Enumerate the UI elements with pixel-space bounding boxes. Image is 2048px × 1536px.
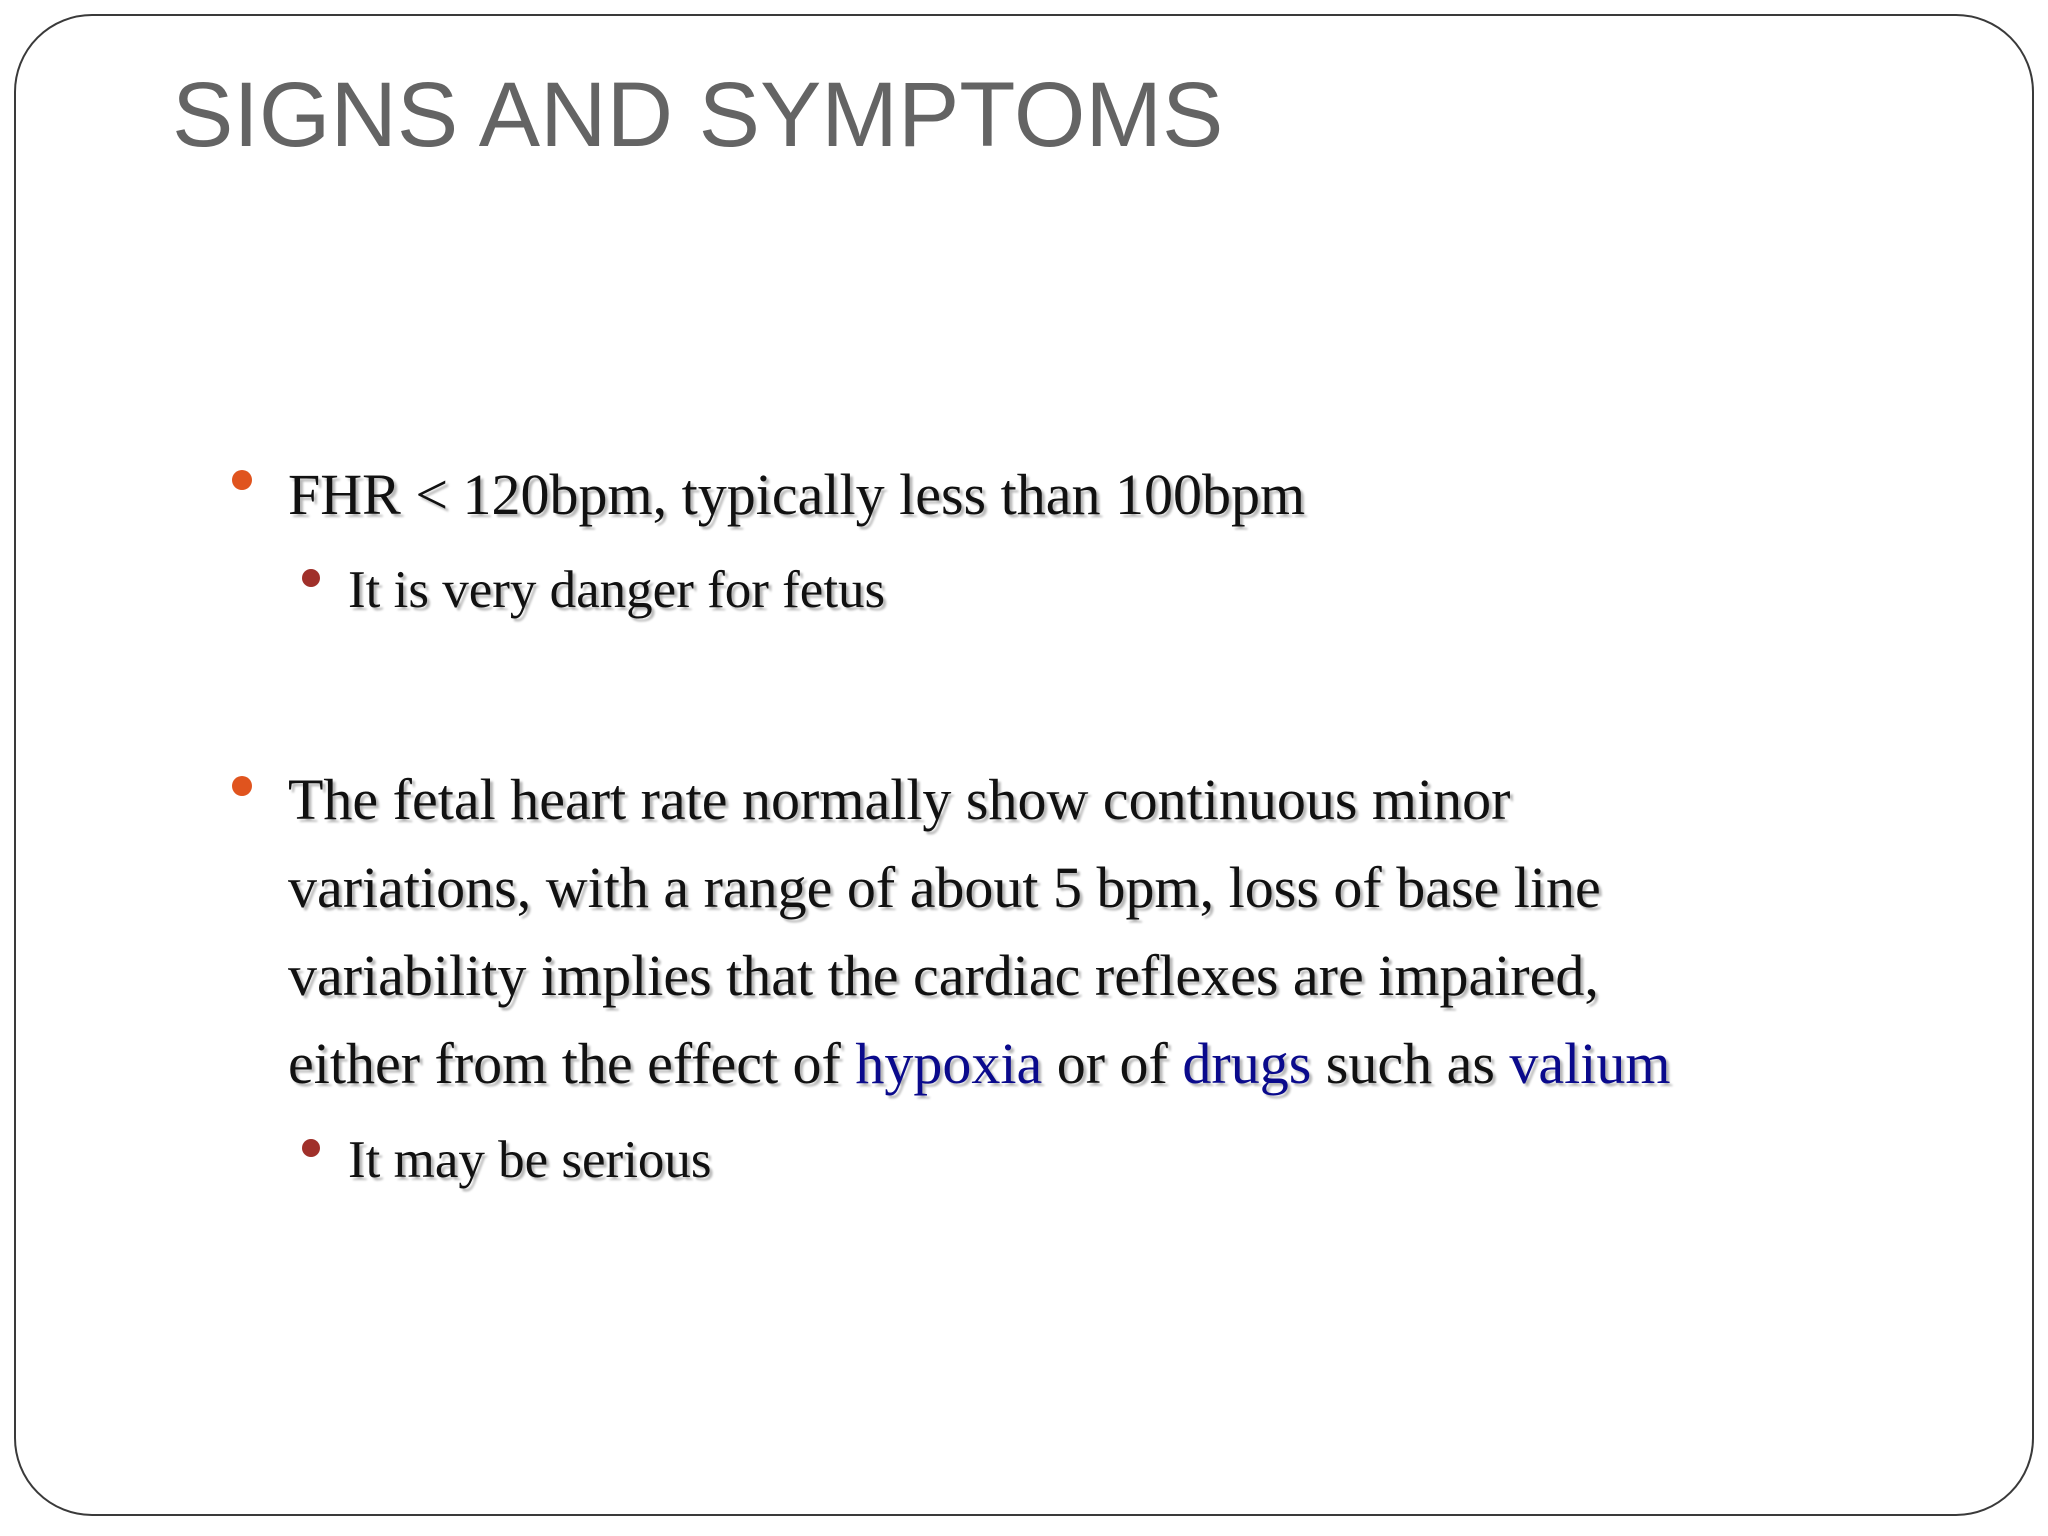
sub-bullet-marker [302,1139,320,1157]
text-segment: or of [1042,1031,1183,1096]
sub-bullet-marker [302,569,320,587]
text-segment: such as [1311,1031,1510,1096]
bullet-marker [232,470,252,490]
slide-title: SIGNS AND SYMPTOMS [172,64,1224,166]
highlight-valium: valium [1509,1031,1671,1096]
paragraph-line-last [288,1020,1671,1108]
highlight-drugs: drugs [1182,1031,1312,1096]
paragraph-line: variability implies that the cardiac reflexes are impaired, [288,943,1599,1008]
text-segment: either from the effect of [288,1031,856,1096]
highlight-hypoxia: hypoxia [855,1031,1043,1096]
bullet-variability [288,756,1671,1108]
paragraph-line: variations, with a range of about 5 bpm, loss of base line [288,855,1601,920]
paragraph-line: The fetal heart rate normally show continuous minor [288,767,1511,832]
bullet-fhr: FHR < 120bpm, typically less than 100bpm [288,462,1306,527]
sub-bullet-danger: It is very danger for fetus [348,561,886,619]
bullet-marker [232,776,252,796]
sub-bullet-serious: It may be serious [348,1131,712,1189]
